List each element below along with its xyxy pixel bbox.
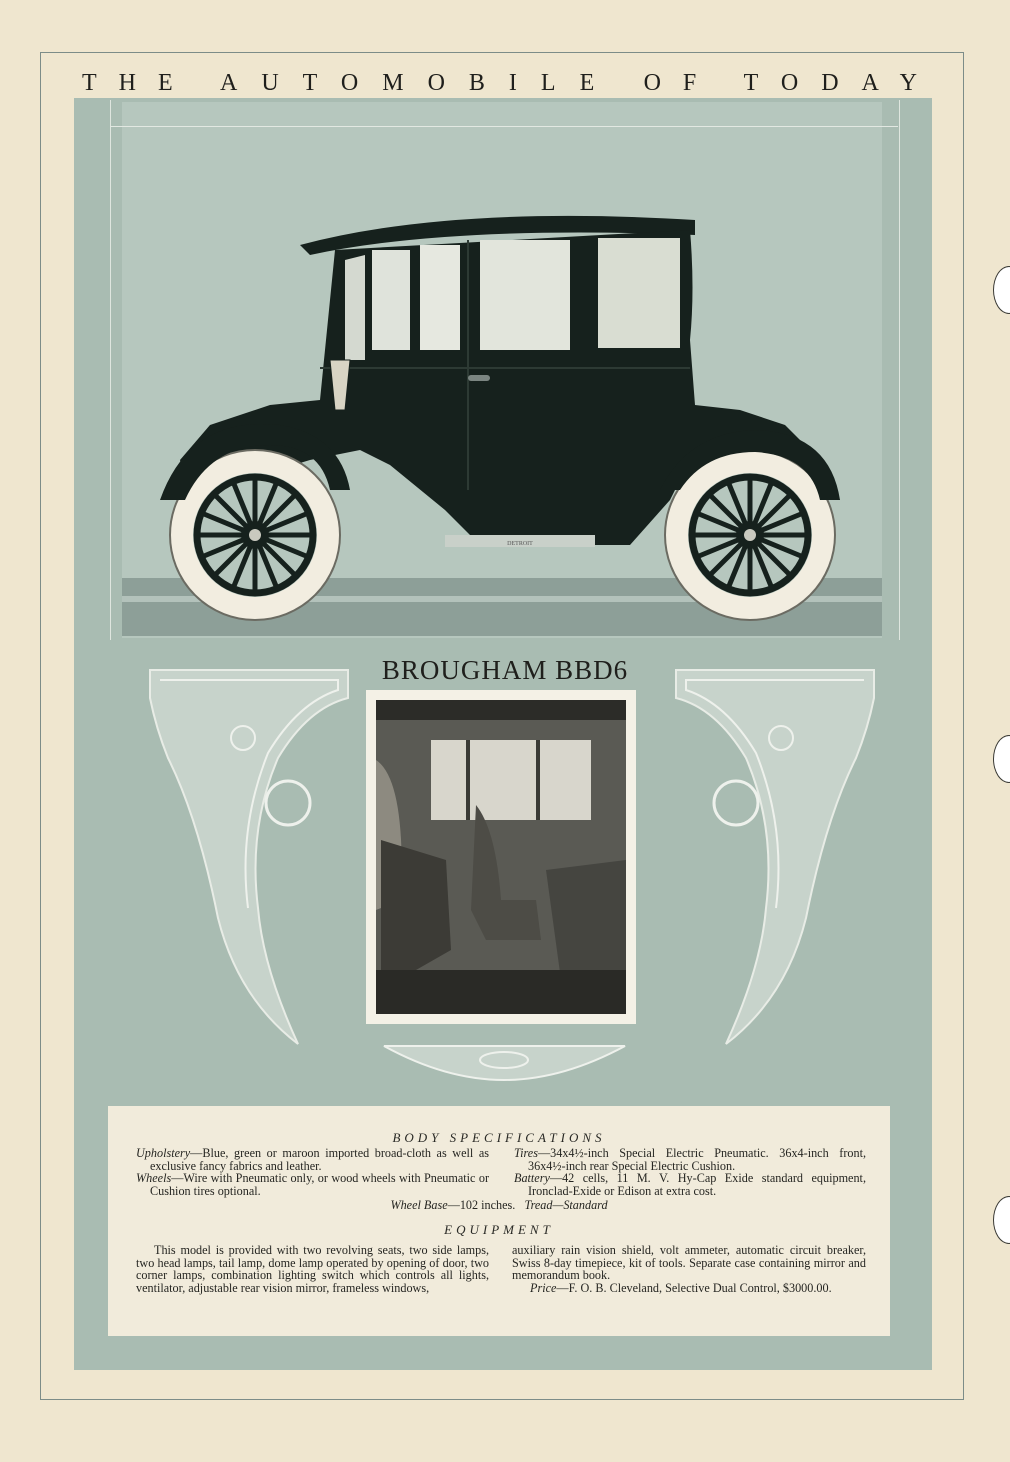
equipment-right-column (512, 1244, 866, 1294)
binder-hole-2 (993, 735, 1010, 783)
header-word-3: OF (643, 70, 719, 96)
battery-text: —42 cells, 11 M. V. Hy-Cap Exide standard equipment, Ironclad-Exide or Edison at extra cost. (528, 1171, 866, 1198)
right-ornament (656, 668, 876, 1048)
wheels-text: —Wire with Pneumatic only, or wood wheels with Pneumatic or Cushion tires optional. (150, 1171, 489, 1198)
specifications-box (108, 1106, 890, 1336)
brougham-car-illustration (150, 200, 850, 630)
step-plate-text: DETROIT (507, 541, 533, 547)
battery-label: Battery (514, 1171, 550, 1186)
equipment-left-column (136, 1244, 489, 1294)
wheelbase-text: —102 inches. (447, 1198, 516, 1212)
header-word-2: AUTOMOBILE (220, 70, 619, 96)
page-header-title (82, 70, 940, 97)
upholstery-text: —Blue, green or maroon imported broad-cloth as well as exclusive fancy fabrics and leather. (150, 1146, 489, 1173)
wheels-label: Wheels (136, 1171, 172, 1186)
interior-photo (376, 700, 626, 1014)
equipment-left-text: This model is provided with two revolving seats, two side lamps, two head lamps, tail lamp, dome lamp operated by opening of door, two corner lamps, combination lighting switch which controls all lights, ventilator, adjustable rear vision mirror, frameless windows, (136, 1243, 489, 1295)
tires-label: Tires (514, 1146, 538, 1160)
header-word-1: THE (82, 70, 195, 96)
equipment-right-text: auxiliary rain vision shield, volt ammeter, automatic circuit breaker, Swiss 8-day timepiece, kit of tools. Separate case containing mirror and memorandum book. (512, 1243, 866, 1283)
tread-text: —Standard (552, 1198, 608, 1212)
equipment-heading: EQUIPMENT (444, 1222, 554, 1237)
upholstery-label: Upholstery (136, 1146, 191, 1160)
body-specifications-heading: BODY SPECIFICATIONS (392, 1130, 606, 1145)
tread-label: Tread (524, 1198, 553, 1212)
header-word-4: TODAY (743, 70, 940, 96)
model-title: BROUGHAM BBD6 (381, 655, 629, 685)
binder-hole-1 (993, 266, 1010, 314)
wheelbase-line (108, 1198, 890, 1213)
price-text: —F. O. B. Cleveland, Selective Dual Control, $3000.00. (556, 1280, 832, 1295)
specs-right-column (514, 1147, 866, 1197)
photo-frame-line (110, 126, 898, 127)
price-label: Price (530, 1280, 557, 1295)
binder-hole-3 (993, 1196, 1010, 1244)
tires-text: —34x4½-inch Special Electric Pneumatic. 36x4-inch front, 36x4½-inch rear Special Electric Cushion. (528, 1146, 866, 1173)
bottom-ornament (382, 1042, 627, 1082)
wheelbase-label: Wheel Base (390, 1198, 448, 1212)
left-ornament (148, 668, 368, 1048)
specs-left-column (136, 1147, 489, 1197)
